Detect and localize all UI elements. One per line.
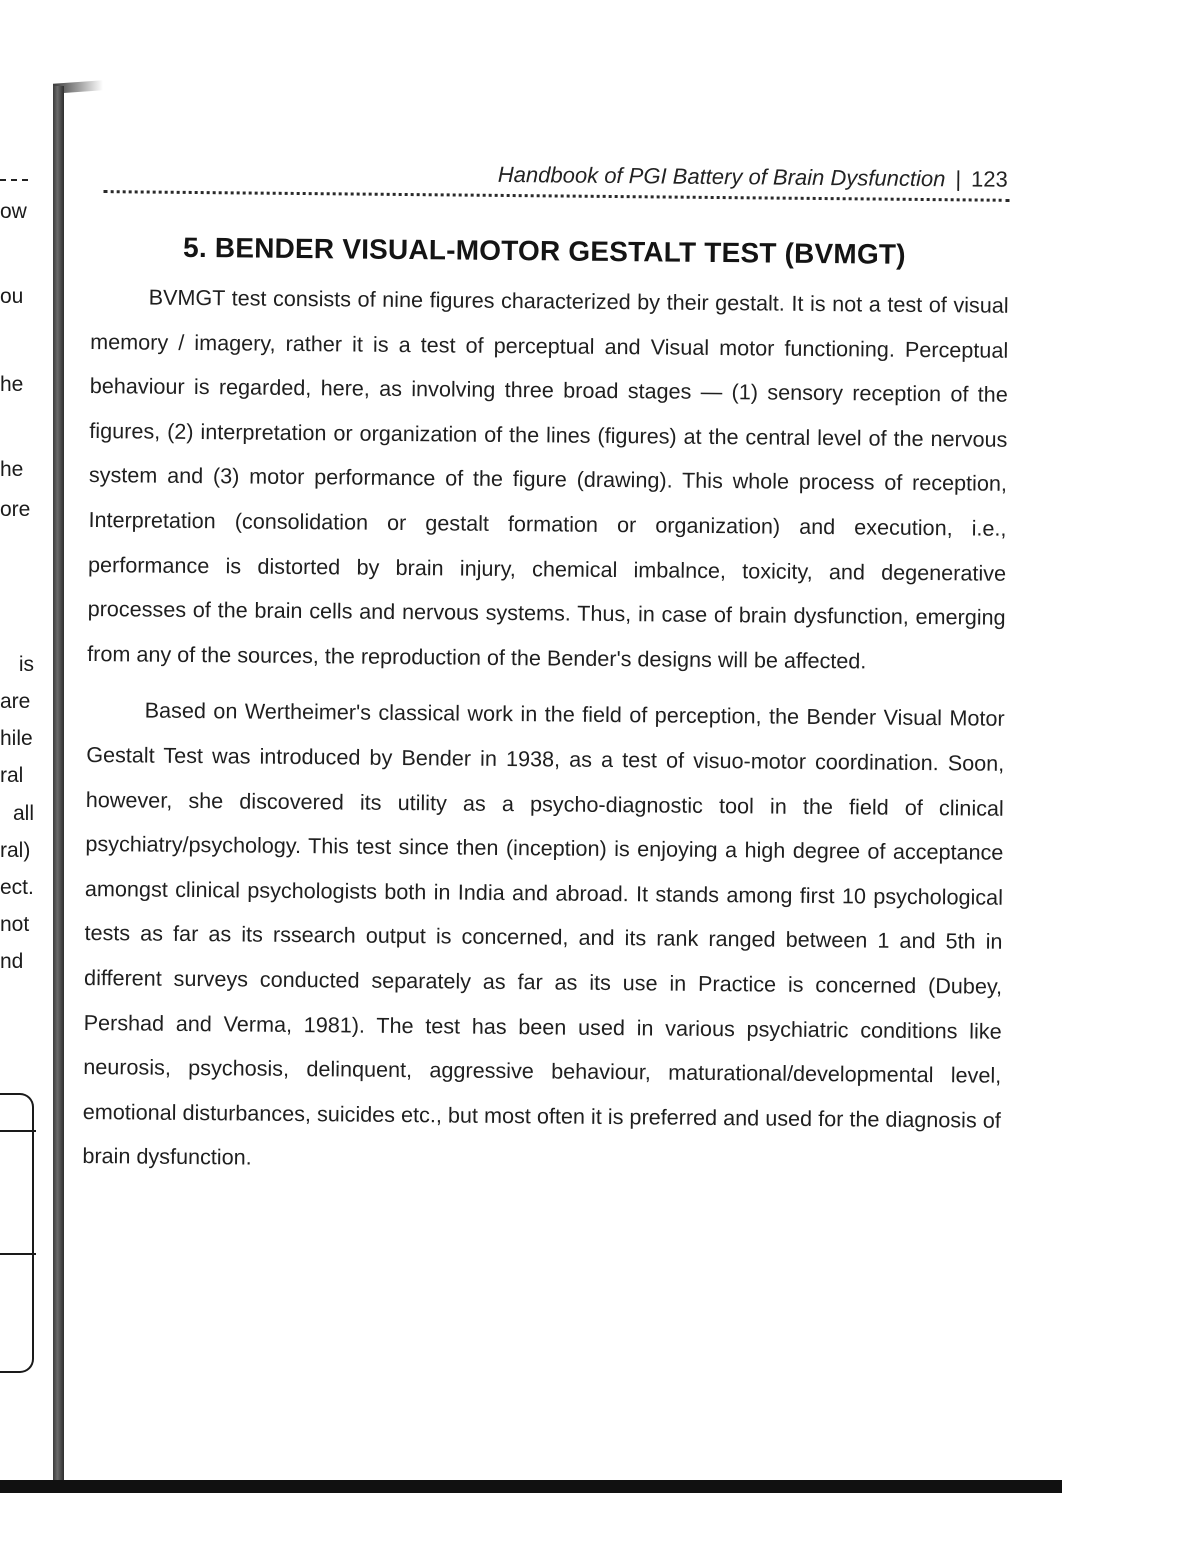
- left-page-fragment: ow: [0, 200, 27, 223]
- paragraph-text: Based on Wertheimer's classical work in the field of perception, the Bender Visual Motor Gestalt Test was introduced by Bender in 1938, as a test of visuo-motor coordination. Soon, however, she discovered its utility as a psycho-diagnostic tool in the field of clinical psychiatry/psychology. This test since then (inception) is enjoying a high degree of acceptance amongst clinical psychologists both in India and abroad. It stands among first 10 psychological tests as far as its rssearch output is concerned, and its rank ranged between 1 and 5th in different surveys conducted separately as far as its use in Practice is concerned (Dubey, Pershad and Verma, 1981). The test has been used in various psychiatric conditions like neurosis, psychosis, delinquent, aggressive behaviour, maturational/developmental level, emotional disturbances, suicides etc., but most often it is preferred and used for the diagnosis of brain dysfunction.: [82, 697, 1005, 1170]
- running-head-separator: |: [955, 166, 962, 192]
- binding-shadow: [53, 86, 64, 1486]
- paragraph-text: BVMGT test consists of nine figures characterized by their gestalt. It is not a test of visual memory / imagery, rather it is a test of perceptual and Visual motor functioning. Perceptual behaviour is regarded, here, as involving three broad stages — (1) sensory reception of the figures, (2) interpretation or organization of the lines (figures) at the central level of the nervous system and (3) motor performance of the figure (drawing). This whole process of reception, Interpretation (consolidation or gestalt formation or organization) and execution, i.e., performance is distorted by brain injury, chemical imbalnce, toxicity, and degenerative processes of the brain cells and nervous systems. Thus, in case of brain dysfunction, emerging from any of the sources, the reproduction of the Bender's designs will be affected.: [87, 284, 1009, 674]
- left-page-box: [0, 1093, 34, 1373]
- left-page-fragment: nd: [0, 950, 24, 973]
- page-number: 123: [971, 166, 1008, 192]
- left-page-fragment: ou: [0, 285, 24, 308]
- bottom-edge-shadow: [0, 1480, 1062, 1493]
- left-page-fragment: are: [0, 690, 31, 713]
- left-page-fragment: ect.: [0, 876, 34, 899]
- left-page-fragment: he: [0, 373, 24, 396]
- section-title: 5. BENDER VISUAL-MOTOR GESTALT TEST (BVMGT): [182, 231, 906, 270]
- left-page-fragment: he: [0, 458, 24, 481]
- paragraph: [82, 688, 1005, 1187]
- left-page-box-divider: [0, 1130, 36, 1132]
- left-page-fragment: not: [0, 913, 30, 936]
- left-page-dash-mark: [0, 179, 28, 181]
- running-head: [92, 158, 1010, 193]
- left-page-box-divider: [0, 1253, 36, 1255]
- left-page-fragment: hile: [0, 727, 33, 750]
- left-page-fragment: all: [12, 802, 34, 825]
- left-page-fragment: ore: [0, 498, 31, 521]
- paragraph: [87, 275, 1009, 685]
- header-dotted-rule: [104, 190, 1010, 202]
- book-page: [82, 158, 1010, 1188]
- left-page-fragment: ral): [0, 839, 31, 862]
- left-page-fragment: ral: [0, 764, 24, 787]
- left-page-fragment: is: [18, 653, 34, 676]
- running-head-title: Handbook of PGI Battery of Brain Dysfunction: [497, 161, 946, 192]
